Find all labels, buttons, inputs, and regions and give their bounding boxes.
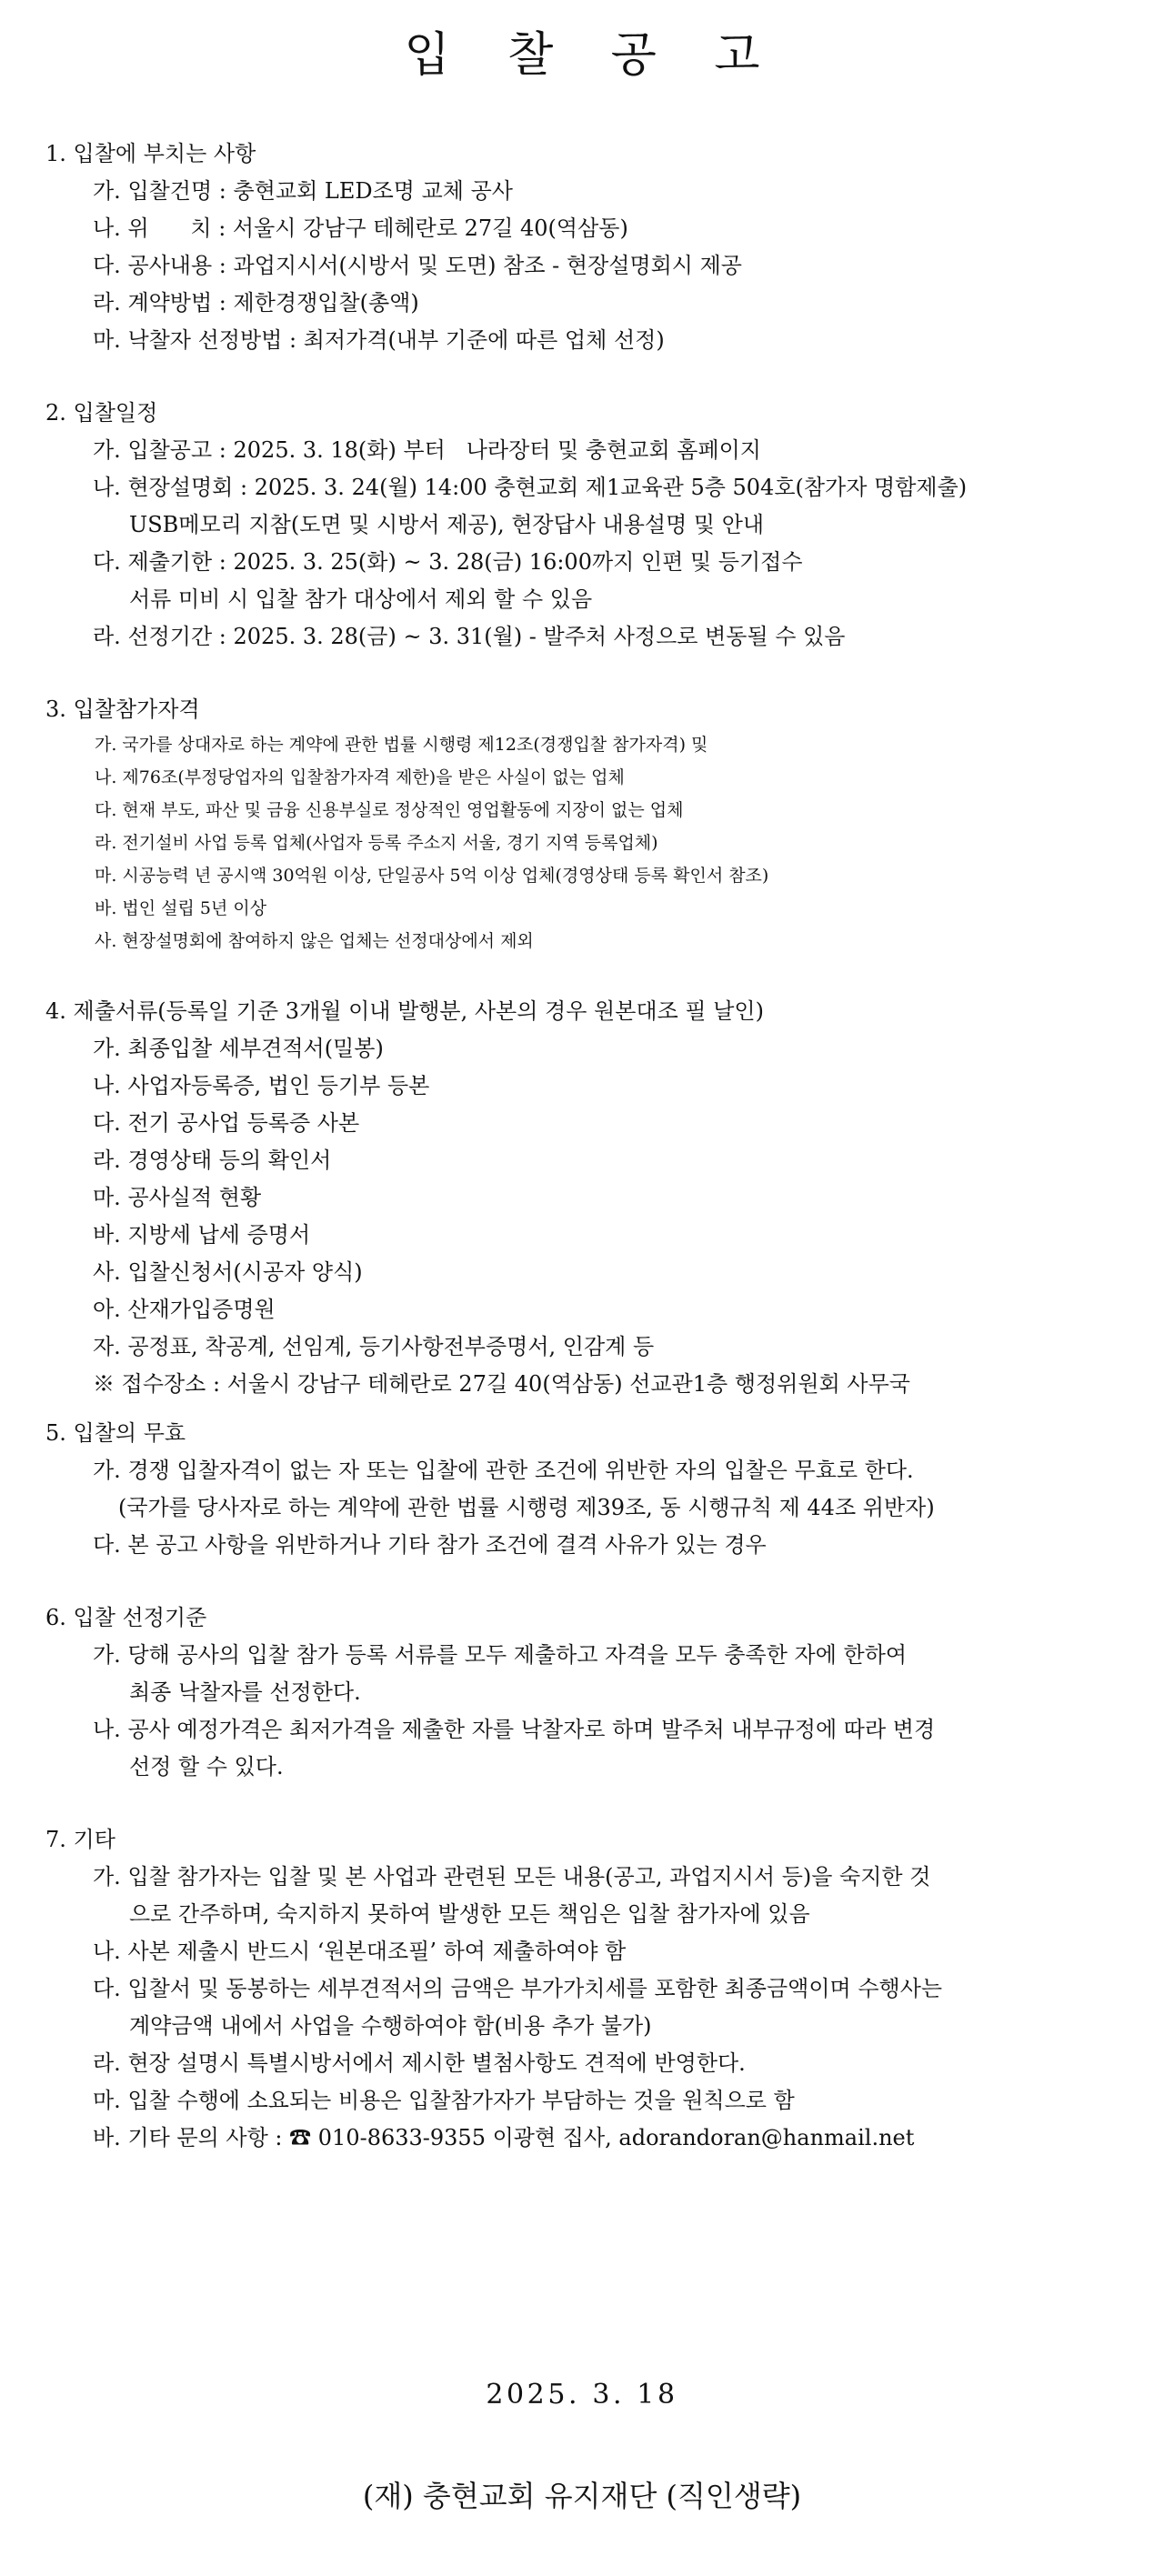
section-qualifications	[45, 690, 1119, 957]
list-item: 다. 입찰서 및 동봉하는 세부견적서의 금액은 부가가치세를 포함한 최종금액이며 수행사는	[93, 1976, 943, 2001]
contact-info: 바. 기타 문의 사항 : ☎ 010-8633-9355 이광현 집사, adorandoran@hanmail.net	[93, 2125, 915, 2150]
list-item: 라. 전기설비 사업 등록 업체(사업자 등록 주소지 서울, 경기 지역 등록업체)	[95, 833, 658, 853]
section-title: 1. 입찰에 부치는 사항	[45, 141, 256, 166]
page-title: 입 찰 공 고	[404, 28, 781, 83]
section-title: 6. 입찰 선정기준	[45, 1605, 207, 1630]
list-item: 마. 시공능력 년 공시액 30억원 이상, 단일공사 5억 이상 업체(경영상태 등록 확인서 참조)	[95, 866, 769, 886]
list-item: 다. 본 공고 사항을 위반하거나 기타 참가 조건에 결격 사유가 있는 경우	[93, 1532, 767, 1558]
issuing-organization: (재) 충현교회 유지재단 (직인생략)	[362, 2479, 802, 2513]
section-title: 2. 입찰일정	[45, 400, 158, 426]
list-item-continuation: 계약금액 내에서 사업을 수행하여야 함(비용 추가 불가)	[129, 2013, 652, 2039]
list-item: 가. 최종입찰 세부견적서(밀봉)	[93, 1036, 384, 1061]
section-bid-items	[45, 135, 1119, 359]
list-item: 나. 사본 제출시 반드시 ‘원본대조필’ 하여 제출하여야 함	[93, 1939, 627, 1964]
list-item: 자. 공정표, 착공계, 선임계, 등기사항전부증명서, 인감계 등	[93, 1334, 655, 1359]
list-item: 다. 공사내용 : 과업지시서(시방서 및 도면) 참조 - 현장설명회시 제공	[93, 253, 742, 278]
announcement-body	[45, 135, 1119, 2191]
section-title: 3. 입찰참가자격	[45, 697, 200, 722]
list-item: 가. 입찰 참가자는 입찰 및 본 사업과 관련된 모든 내용(공고, 과업지시서 등)을 숙지한 것	[93, 1864, 931, 1889]
list-item: 바. 법인 설립 5년 이상	[95, 898, 267, 918]
announcement-date: 2025. 3. 18	[486, 2379, 678, 2411]
section-selection-criteria	[45, 1599, 1119, 1786]
list-item: 가. 국가를 상대자로 하는 계약에 관한 법률 시행령 제12조(경쟁입찰 참가자격) 및	[95, 735, 708, 755]
list-item: 마. 낙찰자 선정방법 : 최저가격(내부 기준에 따른 업체 선정)	[93, 327, 665, 353]
section-title: 7. 기타	[45, 1827, 115, 1852]
list-item: 바. 지방세 납세 증명서	[93, 1222, 311, 1248]
list-item: 다. 전기 공사업 등록증 사본	[93, 1110, 360, 1136]
list-item: 다. 현재 부도, 파산 및 금융 신용부실로 정상적인 영업활동에 지장이 없는 업체	[95, 800, 684, 820]
section-title: 4. 제출서류(등록일 기준 3개월 이내 발행분, 사본의 경우 원본대조 필 날인)	[45, 998, 764, 1024]
list-item: 가. 당해 공사의 입찰 참가 등록 서류를 모두 제출하고 자격을 모두 충족한 자에 한하여	[93, 1642, 908, 1668]
section-invalidity	[45, 1414, 1119, 1564]
list-item-continuation: 최종 낙찰자를 선정한다.	[129, 1679, 361, 1705]
section-other	[45, 1820, 1119, 2157]
list-item: 라. 계약방법 : 제한경쟁입찰(총액)	[93, 290, 419, 316]
list-item: 마. 입찰 수행에 소요되는 비용은 입찰참가자가 부담하는 것을 원칙으로 함	[93, 2088, 795, 2113]
list-item: 사. 현장설명회에 참여하지 않은 업체는 선정대상에서 제외	[95, 931, 534, 951]
list-item-continuation: 서류 미비 시 입찰 참가 대상에서 제외 할 수 있음	[129, 586, 593, 612]
list-item: 사. 입찰신청서(시공자 양식)	[93, 1259, 363, 1285]
list-item: 다. 제출기한 : 2025. 3. 25(화) ~ 3. 28(금) 16:00까지 인편 및 등기접수	[93, 549, 803, 575]
list-item-continuation: (국가를 당사자로 하는 계약에 관한 법률 시행령 제39조, 동 시행규칙 제 44조 위반자)	[118, 1495, 935, 1520]
list-item-continuation: 으로 간주하며, 숙지하지 못하여 발생한 모든 책임은 입찰 참가자에 있음	[129, 1901, 810, 1927]
list-item: 라. 현장 설명시 특별시방서에서 제시한 별첨사항도 견적에 반영한다.	[93, 2050, 746, 2076]
list-item: 아. 산재가입증명원	[93, 1297, 276, 1322]
section-schedule	[45, 394, 1119, 656]
list-item: 가. 입찰공고 : 2025. 3. 18(화) 부터 나라장터 및 충현교회 홈페이지	[93, 437, 761, 463]
list-item: 나. 제76조(부정당업자의 입찰참가자격 제한)을 받은 사실이 없는 업체	[95, 767, 625, 787]
section-documents	[45, 992, 1119, 1403]
list-item: 나. 위 치 : 서울시 강남구 테헤란로 27길 40(역삼동)	[93, 216, 628, 241]
list-item: 라. 선정기간 : 2025. 3. 28(금) ~ 3. 31(월) - 발주처 사정으로 변동될 수 있음	[93, 624, 846, 649]
list-item: 나. 공사 예정가격은 최저가격을 제출한 자를 낙찰자로 하며 발주처 내부규정에 따라 변경	[93, 1717, 936, 1742]
section-title: 5. 입찰의 무효	[45, 1420, 186, 1446]
list-item: 가. 경쟁 입찰자격이 없는 자 또는 입찰에 관한 조건에 위반한 자의 입찰은 무효로 한다.	[93, 1458, 914, 1483]
list-item: 나. 사업자등록증, 법인 등기부 등본	[93, 1073, 430, 1098]
list-item-continuation: USB메모리 지참(도면 및 시방서 제공), 현장답사 내용설명 및 안내	[129, 512, 765, 537]
list-item: 가. 입찰건명 : 충현교회 LED조명 교체 공사	[93, 178, 513, 204]
list-item: 나. 현장설명회 : 2025. 3. 24(월) 14:00 충현교회 제1교육관 5층 504호(참가자 명함제출)	[93, 475, 968, 500]
list-item: 라. 경영상태 등의 확인서	[93, 1148, 332, 1173]
list-item-continuation: 선정 할 수 있다.	[129, 1754, 284, 1779]
submission-location-note: ※ 접수장소 : 서울시 강남구 테헤란로 27길 40(역삼동) 선교관1층 행정위원회 사무국	[93, 1371, 910, 1397]
list-item: 마. 공사실적 현황	[93, 1185, 262, 1210]
